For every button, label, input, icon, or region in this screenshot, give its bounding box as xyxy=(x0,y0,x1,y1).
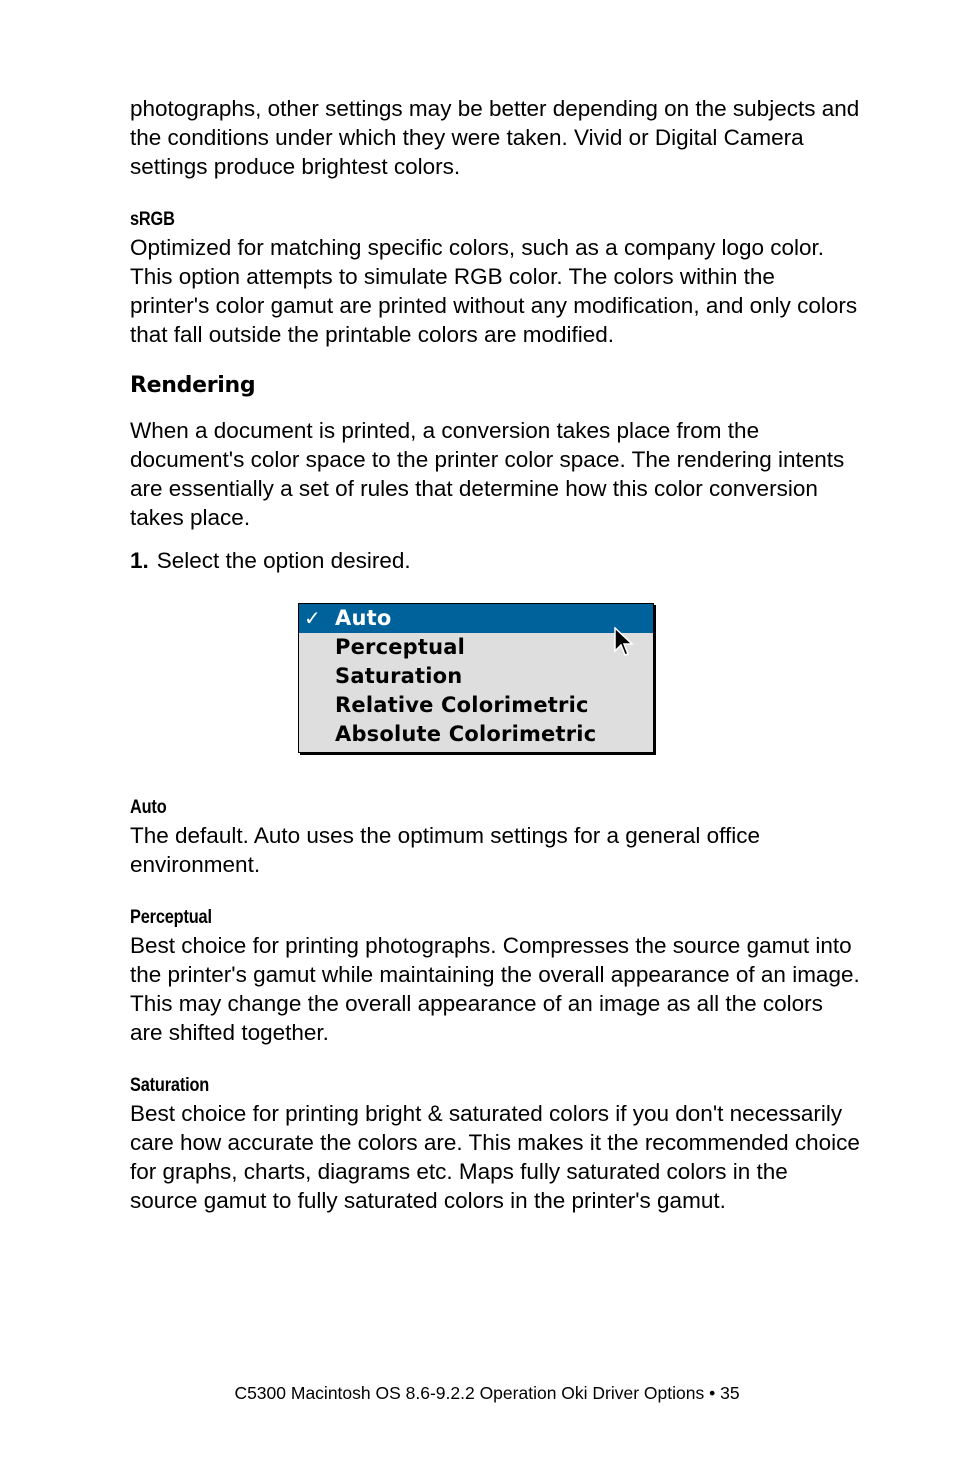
step-number: 1. xyxy=(130,548,149,573)
page-content xyxy=(130,94,860,575)
options-section xyxy=(130,795,860,1215)
step-text: Select the option desired. xyxy=(156,548,411,573)
perceptual-body: Best choice for printing photographs. Compresses the source gamut into the printer's gamut while maintaining the overall appearance of an image. This may change the overall appearance of an image as all the colors are shifted together. xyxy=(130,933,860,1045)
page-footer xyxy=(0,1381,954,1405)
rendering-body: When a document is printed, a conversion takes place from the document's color space to the printer color space. The rendering intents are essentially a set of rules that determine how this color conversion takes place. xyxy=(130,418,845,530)
checkmark-icon: ✓ xyxy=(304,606,321,630)
step-1 xyxy=(130,546,860,575)
perceptual-heading: Perceptual xyxy=(130,907,212,928)
menu-item-label: Relative Colorimetric xyxy=(335,693,589,717)
menu-item-relative-colorimetric[interactable] xyxy=(299,691,653,720)
menu-item-auto[interactable] xyxy=(299,604,653,633)
menu-item-label: Saturation xyxy=(335,664,463,688)
menu-item-label: Absolute Colorimetric xyxy=(335,722,597,746)
srgb-body: Optimized for matching specific colors, such as a company logo color. This option attempts to simulate RGB color. The colors within the printer's color gamut are printed without any modification, and only colors that fall outside the printable colors are modified. xyxy=(130,235,858,347)
rendering-popup-menu[interactable] xyxy=(298,603,654,753)
menu-item-saturation[interactable] xyxy=(299,662,653,691)
footer-text: C5300 Macintosh OS 8.6-9.2.2 Operation Oki Driver Options • 35 xyxy=(234,1383,740,1403)
mouse-pointer-icon xyxy=(614,627,634,659)
menu-item-absolute-colorimetric[interactable] xyxy=(299,720,653,749)
rendering-heading: Rendering xyxy=(130,373,256,398)
menu-item-perceptual[interactable] xyxy=(299,633,653,662)
srgb-heading: sRGB xyxy=(130,209,175,230)
intro-paragraph: photographs, other settings may be better depending on the subjects and the conditions under which they were taken. Vivid or Digital Camera settings produce brightest colors. xyxy=(130,96,860,179)
saturation-body: Best choice for printing bright & saturated colors if you don't necessarily care how accurate the colors are. This makes it the recommended choice for graphs, charts, diagrams etc. Maps fully saturated colors in the source gamut to fully saturated colors in the printer's gamut. xyxy=(130,1101,860,1213)
menu-item-label: Perceptual xyxy=(335,635,466,659)
menu-item-label: Auto xyxy=(335,606,392,630)
auto-body: The default. Auto uses the optimum settings for a general office environment. xyxy=(130,823,760,877)
saturation-heading: Saturation xyxy=(130,1075,210,1096)
auto-heading: Auto xyxy=(130,797,167,818)
